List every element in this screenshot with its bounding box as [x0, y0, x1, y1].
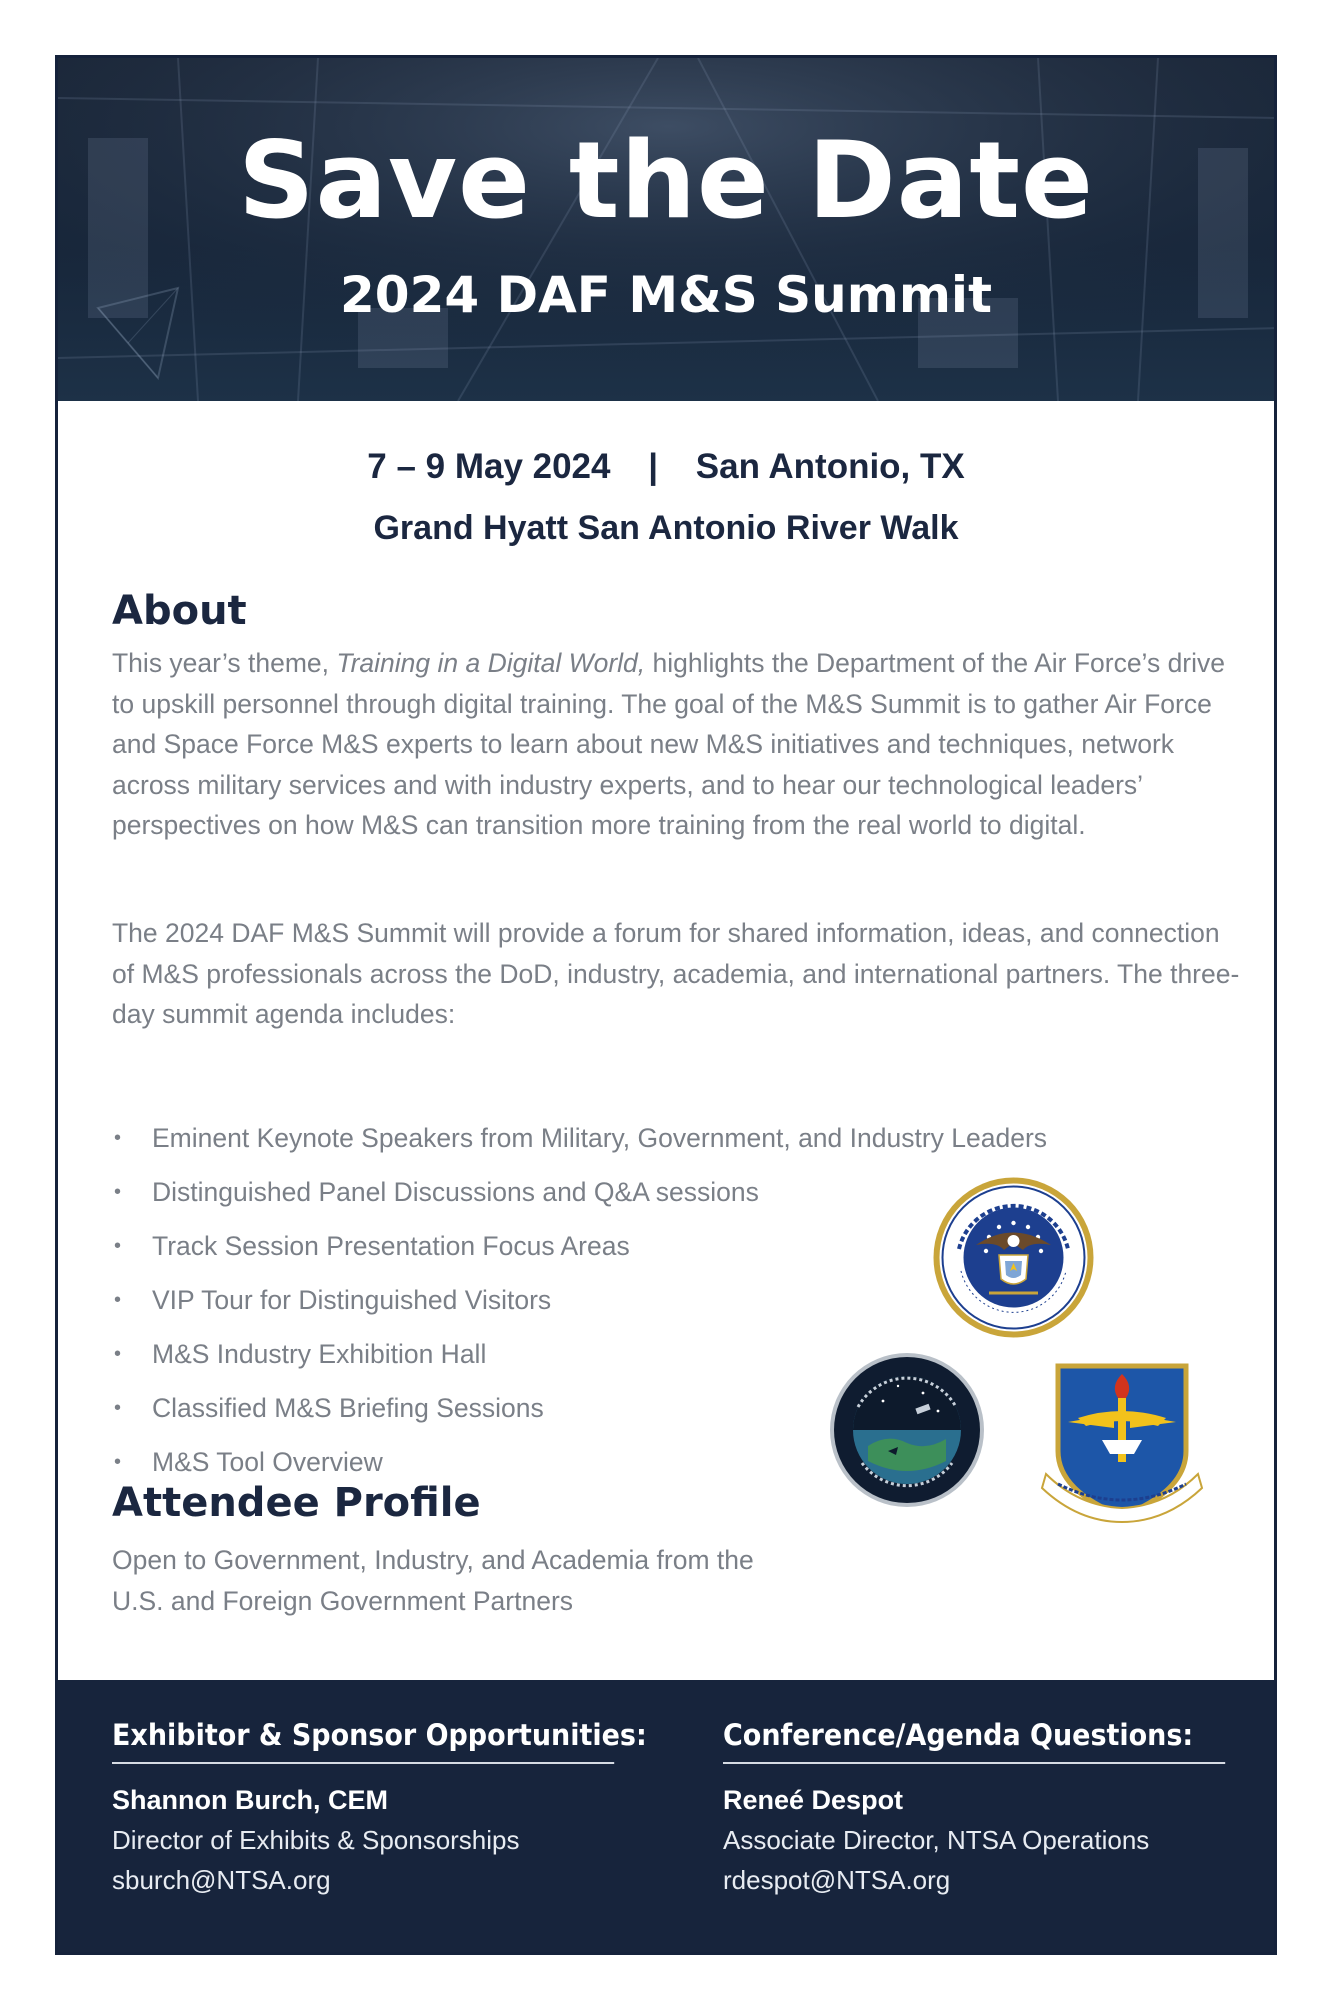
event-name: 2024 DAF M&S Summit [340, 266, 992, 324]
about-paragraph-1-rest: highlights the Department of the Air Force’s drive to upskill personnel through digital training. The goal of the M&S Summit is to gather Air Force and Space Force M&S experts to learn about new M&S initiatives and techniques, network across military services and with industry experts, and to hear our technological leaders’ perspectives on how M&S can transition more training from the real world to digital. [112, 648, 1226, 840]
about-paragraph-1 [112, 643, 1242, 846]
exhibitor-contact [112, 1718, 647, 1900]
department-of-the-air-force-seal-icon [931, 1175, 1096, 1340]
list-item: • VIP Tour for Distinguished Visitors [112, 1273, 1047, 1327]
about-paragraph-2: The 2024 DAF M&S Summit will provide a forum for shared information, ideas, and connection of M&S professionals across the DoD, industry, academia, and international partners. The three-day summit agenda includes: [112, 918, 1240, 1029]
contact-footer [58, 1680, 1274, 1952]
conference-contact-name: Reneé Despot [723, 1785, 904, 1815]
conference-contact [723, 1718, 1225, 1900]
list-item: • M&S Industry Exhibition Hall [112, 1327, 1047, 1381]
about-paragraph-1-lead: This year’s theme, [112, 648, 337, 678]
attendee-profile-heading: Attendee Profile [112, 1480, 481, 1526]
event-dates: 7 – 9 May 2024 [367, 447, 611, 486]
attendee-profile-text: Open to Government, Industry, and Academia from the U.S. and Foreign Government Partners [112, 1545, 754, 1616]
conference-contact-title: Associate Director, NTSA Operations [723, 1825, 1150, 1855]
event-location: San Antonio, TX [695, 447, 965, 486]
exhibitor-contact-email[interactable]: sburch@NTSA.org [112, 1865, 331, 1895]
conference-contact-email[interactable]: rdespot@NTSA.org [723, 1865, 951, 1895]
about-heading: About [112, 588, 247, 634]
list-item: • Classified M&S Briefing Sessions [112, 1381, 1047, 1435]
exhibitor-heading: Exhibitor & Sponsor Opportunities: [112, 1718, 614, 1764]
conference-heading: Conference/Agenda Questions: [723, 1718, 1225, 1764]
list-item: • Track Session Presentation Focus Areas [112, 1219, 1047, 1273]
exhibitor-contact-title: Director of Exhibits & Sponsorships [112, 1825, 520, 1855]
about-theme: Training in a Digital World, [336, 648, 646, 678]
list-item: • M&S Tool Overview [112, 1435, 1047, 1489]
event-date-location [58, 446, 1274, 488]
event-venue: Grand Hyatt San Antonio River Walk [373, 509, 959, 547]
header-banner [58, 58, 1274, 401]
flyer [55, 55, 1277, 1955]
air-education-and-training-command-shield-icon [1038, 1356, 1206, 1524]
list-item: • Distinguished Panel Discussions and Q&A sessions [112, 1165, 1047, 1219]
chief-modeling-and-simulation-office-seal-icon [828, 1351, 986, 1509]
page-title: Save the Date [238, 119, 1094, 242]
list-item: • Eminent Keynote Speakers from Military, Government, and Industry Leaders [112, 1111, 1047, 1165]
exhibitor-contact-name: Shannon Burch, CEM [112, 1785, 388, 1815]
date-location-separator: | [648, 447, 659, 486]
